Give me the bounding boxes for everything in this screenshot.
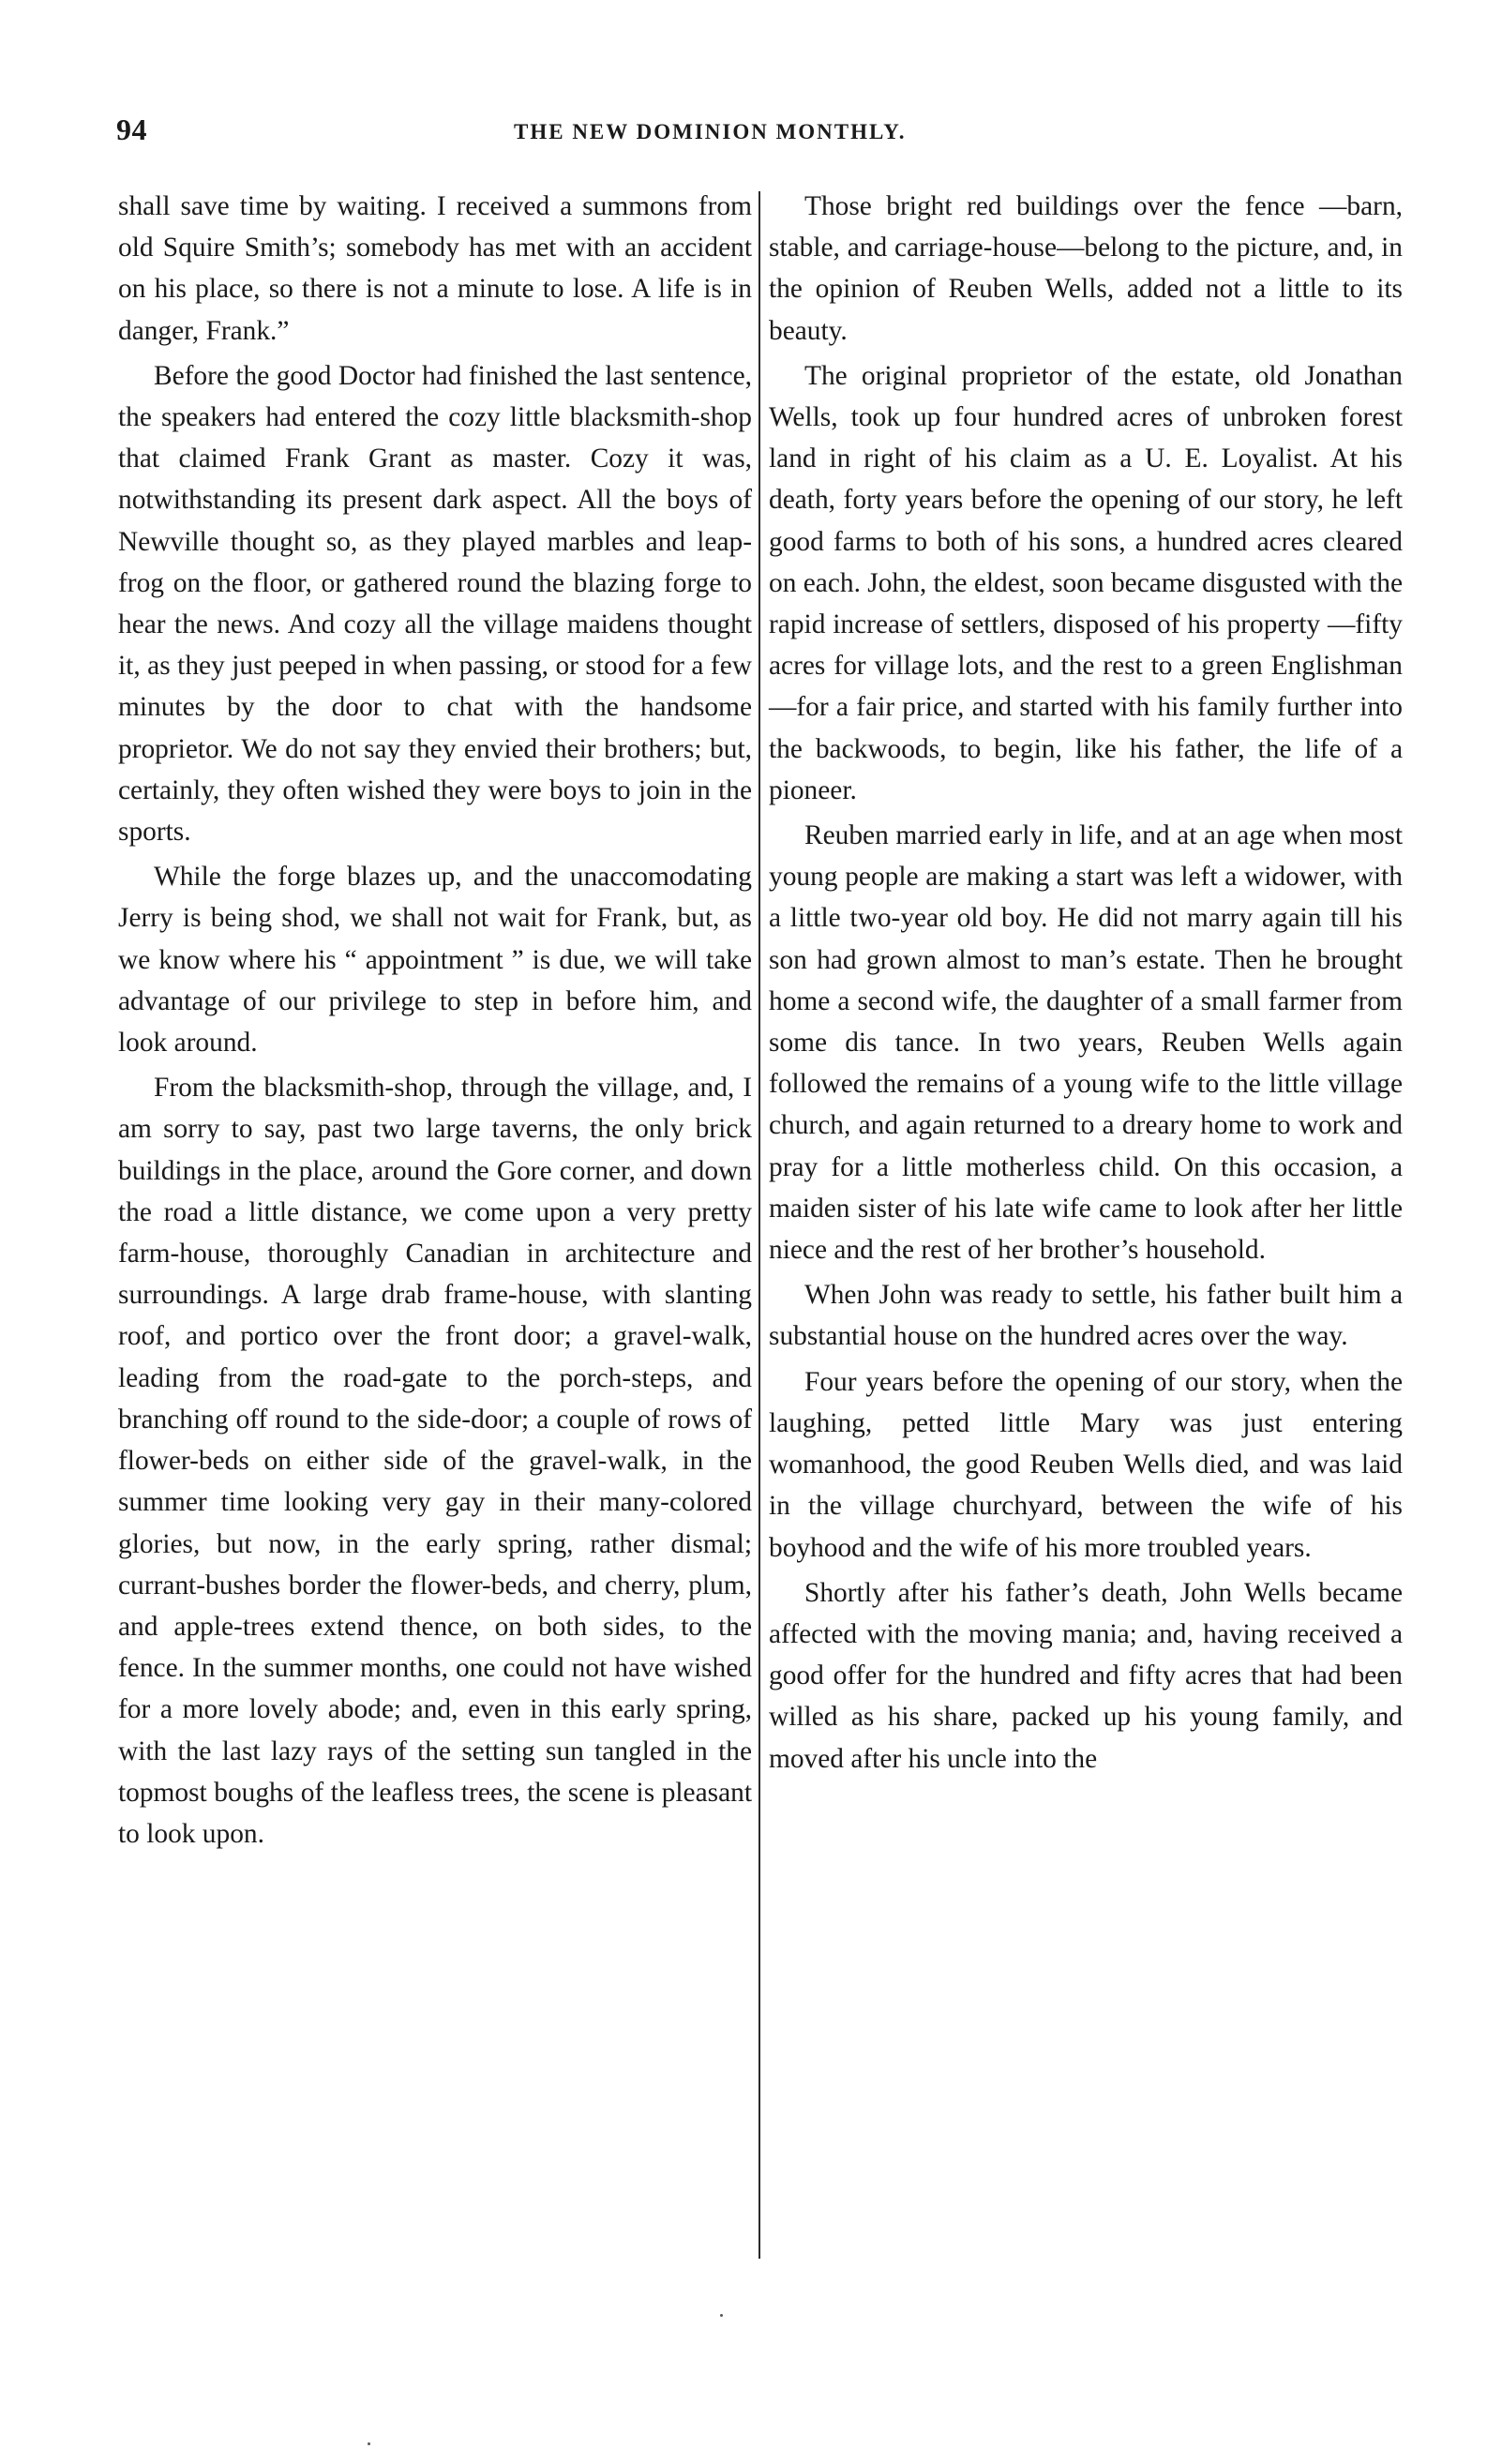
paragraph: The original proprietor of the estate, old Jonathan Wells, took up four hundred acres of unbroken forest land in right of his claim as a U. E. Loyalist. At his death, forty years before the opening of our story, he left good farms to both of his sons, a hundred acres cleared on each. John, the eldest, soon became disgusted with the rapid increase of settlers, disposed of his property —fifty acres for village lots, and the rest to a green Englishman—for a fair price, and started with his family further into the backwoods, to begin, like his father, the life of a pioneer.	[769, 360, 1403, 805]
paragraph: While the forge blazes up, and the unaccomodating Jerry is being shod, we shall not wait for Frank, but, as we know where his “ appointment ” is due, we will take advantage of our privilege to step in before him, and look around.	[118, 862, 752, 1059]
print-speck	[720, 2314, 723, 2317]
paragraph: Those bright red buildings over the fence —barn, stable, and carriage-house—belong to the picture, and, in the opinion of Reuben Wells, added not a little to its beauty.	[769, 191, 1403, 346]
page-header	[111, 113, 1404, 150]
column-divider	[759, 191, 760, 2259]
right-column	[769, 186, 1403, 1780]
print-speck	[368, 2442, 370, 2445]
paragraph: Before the good Doctor had finished the last sentence, the speakers had entered the cozy little blacksmith-shop that claimed Frank Grant as master. Cozy it was, notwithstanding its present dark aspect. All the boys of Newville thought so, as they played marbles and leap-frog on the floor, or gathered round the blazing forge to hear the news. And cozy all the village maidens thought it, as they just peeped in when passing, or stood for a few minutes by the door to chat with the handsome proprietor. We do not say they envied their brothers; but, certainly, they often wished they were boys to join in the sports.	[118, 360, 752, 848]
paragraph: Four years before the opening of our story, when the laughing, petted little Mary was just entering womanhood, the good Reuben Wells died, and was laid in the village churchyard, between the wife of his boyhood and the wife of his more troubled years.	[769, 1366, 1403, 1563]
paragraph: shall save time by waiting. I received a summons from old Squire Smith’s; somebody has met with an accident on his place, so there is not a minute to lose. A life is in danger, Frank.”	[118, 191, 752, 346]
paragraph: Shortly after his father’s death, John Wells became affected with the moving mania; and, having received a good offer for the hundred and fifty acres that had been willed as his share, packed up his young family, and moved after his uncle into the	[769, 1577, 1403, 1774]
paragraph: Reuben married early in life, and at an age when most young people are making a start was left a widower, with a little two-year old boy. He did not marry again till his son had grown almost to man’s estate. Then he brought home a second wife, the daughter of a small farmer from some dis tance. In two years, Reuben Wells again followed the remains of a young wife to the little village church, and again returned to a dreary home to work and pray for a little motherless child. On this occasion, a maiden sister of his late wife came to look after her little niece and the rest of her brother’s household.	[769, 820, 1403, 1266]
page-number: 94	[116, 113, 147, 146]
paragraph: From the blacksmith-shop, through the village, and, I am sorry to say, past two large taverns, the only brick buildings in the place, around the Gore corner, and down the road a little distance, we come upon a very pretty farm-house, thoroughly Canadian in architecture and surroundings. A large drab frame-house, with slanting roof, and portico over the front door; a gravel-walk, leading from the road-gate to the porch-steps, and branching off round to the side-door; a couple of rows of flower-beds on either side of the gravel-walk, in the summer time looking very gay in their many-colored glories, but now, in the early spring, rather dismal; currant-bushes border the flower-beds, and cherry, plum, and apple-trees extend thence, on both sides, to the fence. In the summer months, one could not have wished for a more lovely abode; and, even in this early spring, with the last lazy rays of the setting sun tangled in the topmost boughs of the leafless trees, the scene is pleasant to look upon.	[118, 1073, 752, 1849]
left-column	[118, 186, 752, 1855]
running-head: THE NEW DOMINION MONTHLY.	[514, 120, 907, 143]
paragraph: When John was ready to settle, his father built him a substantial house on the hundred acres over the way.	[769, 1280, 1403, 1352]
